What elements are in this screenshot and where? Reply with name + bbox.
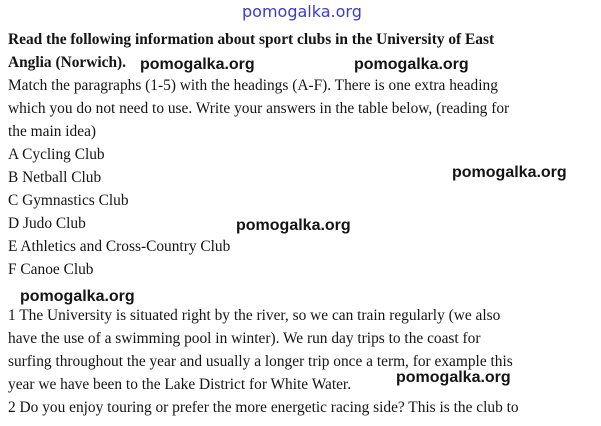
heading-c: C Gymnastics Club xyxy=(8,192,129,209)
watermark-4: pomogalka.org xyxy=(236,217,351,234)
watermark-3: pomogalka.org xyxy=(452,164,567,181)
heading-a: A Cycling Club xyxy=(8,146,105,163)
instruction-line-2: which you do not need to use. Write your answers in the table below, (reading for xyxy=(8,100,510,117)
document-title-line-2: Anglia (Norwich). xyxy=(8,54,126,71)
paragraph-1-line-1: 1 The University is situated right by the river, so we can train regularly (we also xyxy=(8,307,501,324)
paragraph-2-line-1: 2 Do you enjoy touring or prefer the more energetic racing side? This is the club to xyxy=(8,399,519,416)
watermark-top: pomogalka.org xyxy=(242,2,362,21)
watermark-5: pomogalka.org xyxy=(20,288,135,305)
watermark-2: pomogalka.org xyxy=(354,56,469,73)
instruction-line-1: Match the paragraphs (1-5) with the headings (A-F). There is one extra heading xyxy=(8,77,498,94)
paragraph-1-line-2: have the use of a swimming pool in winter). We run day trips to the coast for xyxy=(8,330,481,347)
document-title-line-1: Read the following information about sport clubs in the University of East xyxy=(8,31,495,48)
watermark-1: pomogalka.org xyxy=(140,56,255,73)
paragraph-1-line-3: surfing throughout the year and usually a longer trip once a term, for example this xyxy=(8,353,513,370)
instruction-line-3: the main idea) xyxy=(8,123,97,140)
heading-b: B Netball Club xyxy=(8,169,102,186)
heading-f: F Canoe Club xyxy=(8,261,94,278)
paragraph-1-line-4: year we have been to the Lake District for White Water. xyxy=(8,376,352,393)
heading-d: D Judo Club xyxy=(8,215,86,232)
watermark-6: pomogalka.org xyxy=(396,369,511,386)
heading-e: E Athletics and Cross-Country Club xyxy=(8,238,231,255)
